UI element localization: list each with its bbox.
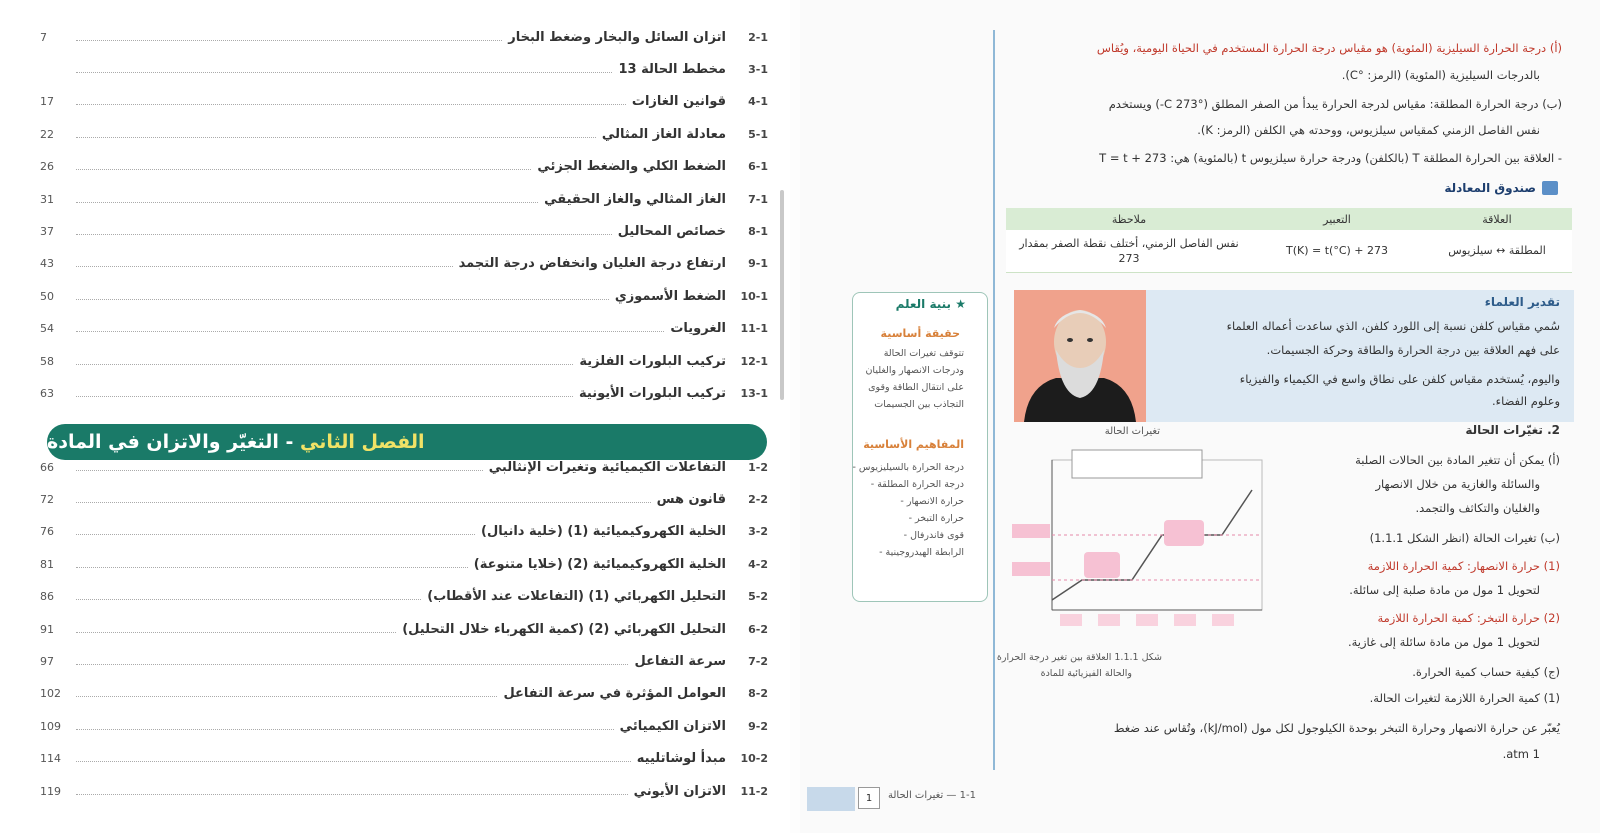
toc-lesson-number: 7-1	[748, 192, 768, 206]
mini-concepts-heading: المفاهيم الأساسية	[863, 438, 964, 451]
toc-lesson-number: 9-2	[748, 719, 768, 733]
mini-fact-line: على انتقال الطاقة وقوى	[868, 382, 964, 393]
toc-lesson-number: 6-1	[748, 160, 768, 174]
toc-title: الغاز المثالي والغاز الحقيقي	[544, 191, 726, 207]
toc-lesson-number: 11-2	[740, 784, 768, 798]
sec2-last-line2: 1 atm.	[1502, 747, 1540, 761]
scientist-portrait	[1014, 290, 1146, 422]
toc-title: مخطط الحالة 13	[618, 61, 726, 77]
toc-page-number: 109	[40, 719, 61, 733]
para-a-line2: بالدرجات السيليزية (المئوية) (الرمز: °C).	[1341, 68, 1540, 82]
eq-cell-relation: المطلقة ↔ سيلزيوس	[1422, 230, 1572, 272]
toc-leader	[76, 104, 626, 105]
sec2-a-line2: والسائلة والغازية من خلال الانصهار	[1375, 477, 1540, 491]
toc-page-number: 72	[40, 492, 54, 506]
toc-lesson-number: 8-2	[748, 687, 768, 701]
toc-page-number: 22	[40, 127, 54, 141]
toc-row[interactable]	[40, 683, 770, 705]
toc-title: مبدأ لوشاتلييه	[636, 751, 726, 767]
diagram-title: تغيرات الحالة	[1104, 426, 1160, 437]
toc-leader	[76, 396, 573, 397]
toc-leader	[76, 40, 502, 41]
toc-title: قوانين الغازات	[631, 94, 726, 110]
toc-title: التفاعلات الكيميائية وتغيرات الإنثالبي	[488, 459, 726, 475]
toc-title: التحليل الكهربائي (1) (التفاعلات عند الأقطاب)	[427, 589, 726, 605]
toc-title: اتزان السائل والبخار وضغط البخار	[508, 29, 726, 45]
relation-line: - العلاقة بين الحرارة المطلقة T (بالكلفن) ودرجة حرارة سيلزيوس t (بالمئوية) هي: T = t + 273	[1099, 151, 1562, 165]
mini-concept-item: الرابطة الهيدروجينية -	[879, 547, 964, 558]
toc-page-number: 91	[40, 622, 54, 636]
mini-fact-line: التجاذب بين الجسيمات	[874, 399, 964, 410]
footer-section-label: 1-1 — تغيرات الحالة	[888, 790, 976, 801]
toc-page-number: 17	[40, 95, 54, 109]
toc-lesson-number: 5-2	[748, 590, 768, 604]
toc-lesson-number: 2-2	[748, 492, 768, 506]
toc-lesson-number: 4-2	[748, 557, 768, 571]
mini-concept-item: قوى فاندرفال -	[903, 530, 964, 541]
toc-leader	[76, 534, 475, 535]
scrollbar[interactable]	[780, 190, 784, 400]
toc-page	[0, 0, 790, 833]
toc-page-number: 31	[40, 192, 54, 206]
sec2-c: (ج) كيفية حساب كمية الحرارة.	[1412, 665, 1560, 679]
toc-leader	[76, 502, 651, 503]
toc-title: الضغط الأسموزي	[614, 288, 726, 304]
toc-page-number: 119	[40, 784, 61, 798]
toc-title: الغرويات	[670, 321, 726, 337]
toc-title: تركيب البلورات الفلزية	[579, 353, 726, 369]
mini-fact-line: ودرجات الانصهار والغليان	[865, 365, 964, 376]
toc-leader	[76, 299, 609, 300]
toc-row[interactable]	[40, 91, 770, 113]
equation-box-title	[1444, 181, 1558, 195]
equation-table	[1006, 208, 1572, 273]
toc-row[interactable]	[40, 253, 770, 275]
toc-leader	[76, 72, 612, 73]
toc-title: الاتزان الأيوني	[633, 783, 726, 799]
toc-row[interactable]	[40, 715, 770, 737]
toc-title: العوامل المؤثرة في سرعة التفاعل	[503, 686, 726, 702]
toc-lesson-number: 8-1	[748, 224, 768, 238]
toc-leader	[76, 234, 612, 235]
toc-row[interactable]	[40, 456, 770, 478]
toc-title: الاتزان الكيميائي	[619, 718, 726, 734]
scientist-line1: سُمي مقياس كلفن نسبة إلى اللورد كلفن، الذي ساعدت أعماله العلماء	[1226, 319, 1560, 333]
mini-concept-item: حرارة التبخر -	[908, 513, 964, 524]
section2-title: 2. تغيّرات الحالة	[1465, 423, 1560, 437]
para-b-line1: (ب) درجة الحرارة المطلقة: مقياس لدرجة الحرارة يبدأ من الصفر المطلق (°C 273-) ويستخدم	[1108, 97, 1562, 111]
mini-fact-heading: حقيقة أساسية	[880, 327, 960, 340]
chapter-title: - التغيّر والاتزان في المادة	[47, 431, 300, 453]
toc-page-number: 26	[40, 160, 54, 174]
toc-page-number: 81	[40, 557, 54, 571]
sec2-i-line1: (1) حرارة الانصهار: كمية الحرارة اللازمة	[1367, 559, 1560, 573]
sec2-ii-line2: لتحويل 1 مول من مادة سائلة إلى غازية.	[1347, 635, 1540, 649]
mini-concept-item: درجة الحرارة المطلقة -	[870, 479, 964, 490]
toc-leader	[76, 169, 531, 170]
toc-lesson-number: 10-2	[740, 752, 768, 766]
toc-leader	[76, 470, 483, 471]
toc-row[interactable]	[40, 285, 770, 307]
para-b-line2: نفس الفاصل الزمني كمقياس سيلزيوس، ووحدته هي الكلفن (الرمز: K).	[1197, 123, 1540, 137]
toc-lesson-number: 13-1	[740, 386, 768, 400]
chapter-label: الفصل الثاني	[299, 431, 425, 453]
mini-fact-line: تتوقف تغيرات الحالة	[883, 348, 964, 359]
toc-row[interactable]	[40, 220, 770, 242]
toc-row[interactable]	[40, 382, 770, 404]
toc-lesson-number: 12-1	[740, 354, 768, 368]
toc-row[interactable]	[40, 350, 770, 372]
scientist-line3: واليوم، يُستخدم مقياس كلفن على نطاق واسع في الكيمياء والفيزياء	[1239, 372, 1560, 386]
toc-row[interactable]	[40, 553, 770, 575]
eq-head-relation: العلاقة	[1422, 208, 1572, 230]
toc-title: تركيب البلورات الأيونية	[579, 385, 726, 401]
toc-page-number: 86	[40, 590, 54, 604]
toc-title: قانون هس	[656, 491, 726, 507]
toc-page-number: 63	[40, 386, 54, 400]
toc-leader	[76, 202, 538, 203]
toc-page-number: 114	[40, 752, 61, 766]
toc-page-number: 76	[40, 525, 54, 539]
eq-cell-expression: T(K) = t(°C) + 273	[1252, 230, 1422, 272]
toc-row[interactable]	[40, 748, 770, 770]
toc-row[interactable]	[40, 26, 770, 48]
toc-page-number: 97	[40, 654, 54, 668]
toc-title: ارتفاع درجة الغليان وانخفاض درجة التجمد	[458, 256, 726, 272]
equation-box-icon	[1542, 181, 1558, 195]
sec2-last-line1: يُعبّر عن حرارة الانصهار وحرارة التبخر بوحدة الكيلوجول لكل مول (kJ/mol)، وتُقاس عند ضغط	[1113, 721, 1560, 735]
toc-row[interactable]	[40, 318, 770, 340]
toc-lesson-number: 2-1	[748, 30, 768, 44]
sec2-a-line1: (أ) يمكن أن تتغير المادة بين الحالات الصلبة	[1355, 453, 1560, 467]
sec2-b: (ب) تغيرات الحالة (انظر الشكل 1.1.1)	[1369, 531, 1560, 545]
margin-rule	[993, 30, 995, 770]
scientist-box-title: تقدير العلماء	[1484, 295, 1560, 309]
toc-title: الخلية الكهروكيميائية (1) (خلية دانيال)	[481, 524, 726, 540]
sec2-ii-line1: (2) حرارة التبخر: كمية الحرارة اللازمة	[1377, 611, 1560, 625]
toc-row[interactable]	[40, 188, 770, 210]
toc-lesson-number: 1-2	[748, 460, 768, 474]
sec2-i-line2: لتحويل 1 مول من مادة صلبة إلى سائلة.	[1349, 583, 1540, 597]
toc-page-number: 43	[40, 257, 54, 271]
toc-page-number: 50	[40, 289, 54, 303]
eq-cell-note: نفس الفاصل الزمني، أختلف نقطة الصفر بمقدار 273	[1006, 230, 1252, 272]
toc-leader	[76, 664, 628, 665]
mini-box-title: ★ بنية العلم	[895, 297, 966, 311]
toc-leader	[76, 331, 664, 332]
footer-bar	[807, 787, 855, 811]
toc-leader	[76, 729, 614, 730]
toc-title: التحليل الكهربائي (2) (كمية الكهرباء خلال التحليل)	[402, 621, 726, 637]
toc-title: معادلة الغاز المثالي	[601, 126, 726, 142]
toc-title: الخلية الكهروكيميائية (2) (خلايا متنوعة)	[473, 556, 726, 572]
toc-row[interactable]	[40, 156, 770, 178]
toc-lesson-number: 9-1	[748, 257, 768, 271]
toc-lesson-number: 3-2	[748, 525, 768, 539]
sec2-a-line3: والغليان والتكاثف والتجمد.	[1415, 501, 1540, 515]
toc-page-number: 7	[40, 30, 47, 44]
toc-title: الضغط الكلي والضغط الجزئي	[537, 159, 726, 175]
diagram-caption-line2: والحالة الفيزيائية للمادة	[1040, 668, 1132, 679]
toc-row[interactable]	[40, 521, 770, 543]
footer-page-number: 1	[858, 787, 880, 809]
equation-box-label: صندوق المعادلة	[1444, 181, 1536, 195]
toc-page-number: 58	[40, 354, 54, 368]
toc-leader	[76, 761, 631, 762]
toc-leader	[76, 137, 596, 138]
state-change-diagram	[1012, 440, 1302, 640]
toc-row[interactable]	[40, 586, 770, 608]
toc-page-number: 54	[40, 322, 54, 336]
toc-leader	[76, 364, 573, 365]
diagram-caption-line1: شكل 1.1.1 العلاقة بين تغير درجة الحرارة	[996, 652, 1162, 663]
toc-leader	[76, 567, 468, 568]
toc-title: سرعة التفاعل	[634, 653, 726, 669]
scientist-line4: وعلوم الفضاء.	[1492, 394, 1560, 408]
toc-lesson-number: 3-1	[748, 62, 768, 76]
toc-lesson-number: 7-2	[748, 654, 768, 668]
mini-concept-item: حرارة الانصهار -	[900, 496, 964, 507]
toc-row[interactable]	[40, 618, 770, 640]
toc-lesson-number: 11-1	[740, 322, 768, 336]
toc-lesson-number: 6-2	[748, 622, 768, 636]
toc-row[interactable]	[40, 58, 770, 80]
toc-leader	[76, 599, 421, 600]
toc-lesson-number: 4-1	[748, 95, 768, 109]
toc-lesson-number: 10-1	[740, 289, 768, 303]
eq-head-note: ملاحظة	[1006, 208, 1252, 230]
toc-page-number: 66	[40, 460, 54, 474]
toc-leader	[76, 632, 396, 633]
toc-title: خصائص المحاليل	[617, 223, 726, 239]
toc-row[interactable]	[40, 780, 770, 802]
chapter-two-banner	[47, 424, 767, 460]
scientist-line2: على فهم العلاقة بين درجة الحرارة والطاقة وحركة الجسيمات.	[1266, 343, 1560, 357]
toc-row[interactable]	[40, 488, 770, 510]
toc-row[interactable]	[40, 123, 770, 145]
sec2-c1: (1) كمية الحرارة اللازمة لتغيرات الحالة.	[1369, 691, 1560, 705]
toc-lesson-number: 5-1	[748, 127, 768, 141]
para-a-line1: (أ) درجة الحرارة السيليزية (المئوية) هو مقياس درجة الحرارة المستخدم في الحياة اليومية، ويُقاس	[1096, 41, 1562, 55]
toc-leader	[76, 794, 628, 795]
toc-page-number: 102	[40, 687, 61, 701]
toc-leader	[76, 696, 497, 697]
eq-head-expression: التعبير	[1252, 208, 1422, 230]
mini-concept-item: درجة الحرارة بالسيليزيوس -	[852, 462, 964, 473]
toc-row[interactable]	[40, 650, 770, 672]
toc-leader	[76, 266, 453, 267]
toc-page-number: 37	[40, 224, 54, 238]
